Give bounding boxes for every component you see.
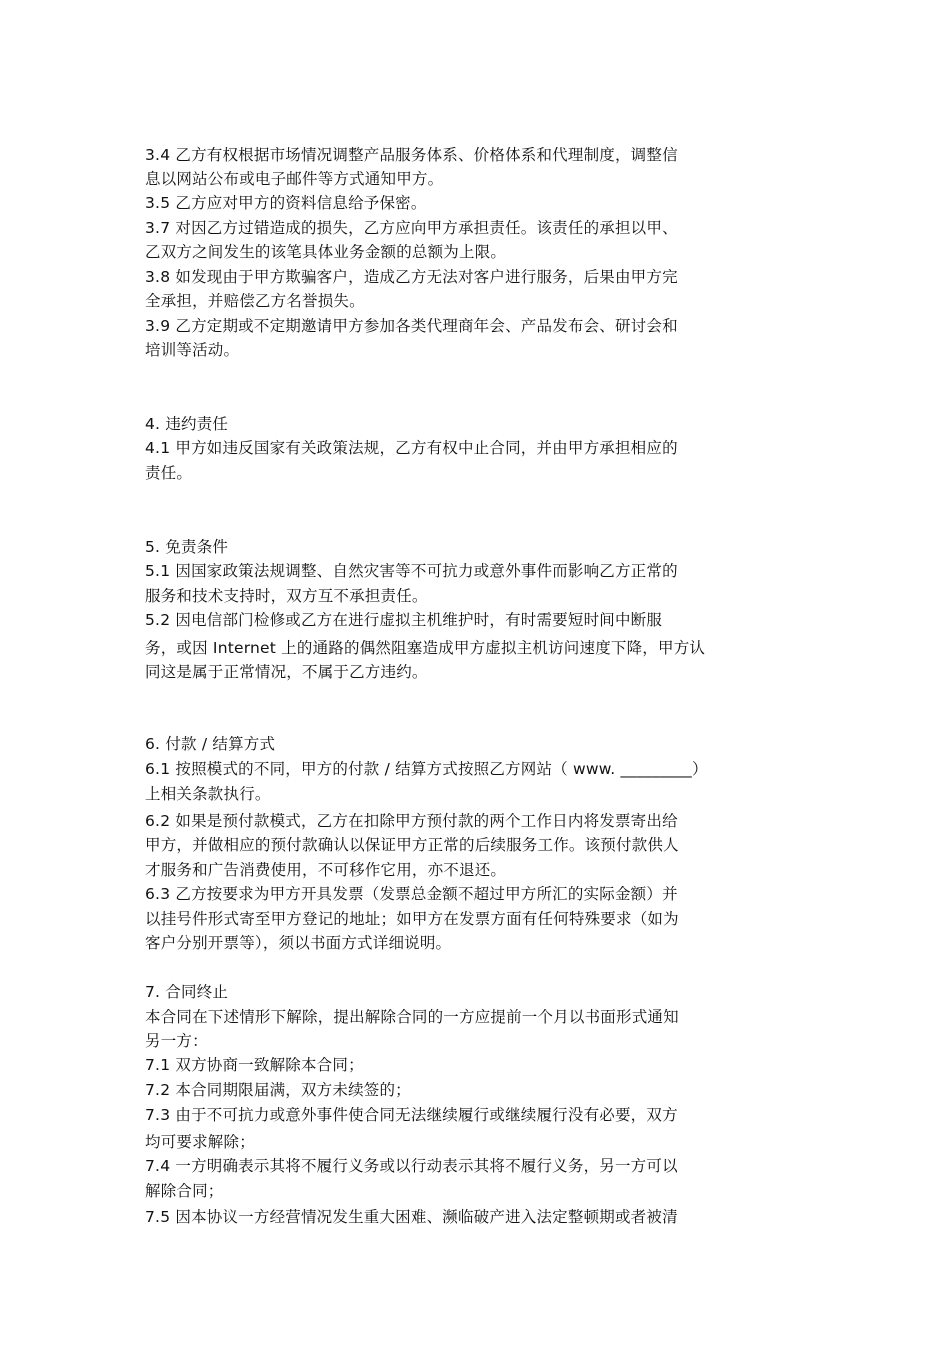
text-line: 责任。	[145, 464, 193, 482]
section-heading: 6. 付款 / 结算方式	[145, 735, 276, 753]
text-line: 同这是属于正常情况，不属于乙方违约。	[145, 663, 428, 681]
text-line: 4.1 甲方如违反国家有关政策法规，乙方有权中止合同，并由甲方承担相应的	[145, 439, 678, 457]
text-line: 3.8 如发现由于甲方欺骗客户，造成乙方无法对客户进行服务，后果由甲方完	[145, 268, 678, 286]
text-line: 5.2 因电信部门检修或乙方在进行虚拟主机维护时，有时需要短时间中断服	[145, 611, 663, 629]
text-line: 培训等活动。	[145, 341, 240, 359]
text-line: 7.4 一方明确表示其将不履行义务或以行动表示其将不履行义务，另一方可以	[145, 1157, 678, 1175]
text-line: 另一方：	[145, 1032, 208, 1050]
text-line: 3.9 乙方定期或不定期邀请甲方参加各类代理商年会、产品发布会、研讨会和	[145, 317, 678, 335]
text-line: 上相关条款执行。	[145, 785, 271, 803]
text-line: 7.3 由于不可抗力或意外事件使合同无法继续履行或继续履行没有必要，双方	[145, 1106, 678, 1124]
text-line: 乙双方之间发生的该笔具体业务金额的总额为上限。	[145, 243, 507, 261]
text-line: 全承担，并赔偿乙方名誉损失。	[145, 292, 365, 310]
text-line: 甲方，并做相应的预付款确认以保证甲方正常的后续服务工作。该预付款供人	[145, 836, 679, 854]
text-line: 服务和技术支持时，双方互不承担责任。	[145, 587, 428, 605]
text-line: 7.1 双方协商一致解除本合同；	[145, 1056, 364, 1074]
text-line: 7.2 本合同期限届满，双方未续签的；	[145, 1081, 411, 1099]
text-line: 3.7 对因乙方过错造成的损失，乙方应向甲方承担责任。该责任的承担以甲、	[145, 219, 678, 237]
text-line: 客户分别开票等），须以书面方式详细说明。	[145, 934, 452, 952]
text-line: 才服务和广告消费使用，不可移作它用，亦不退还。	[145, 861, 507, 879]
section-heading: 5. 免责条件	[145, 538, 229, 556]
text-line: 本合同在下述情形下解除，提出解除合同的一方应提前一个月以书面形式通知	[145, 1008, 679, 1026]
text-line: 6.2 如果是预付款模式，乙方在扣除甲方预付款的两个工作日内将发票寄出给	[145, 812, 678, 830]
text-line: 均可要求解除；	[145, 1133, 255, 1151]
text-line: 解除合同；	[145, 1182, 224, 1200]
text-line: 以挂号件形式寄至甲方登记的地址；如甲方在发票方面有任何特殊要求（如为	[145, 910, 679, 928]
text-line: 务，或因 Internet 上的通路的偶然阻塞造成甲方虚拟主机访问速度下降，甲方认	[145, 639, 706, 657]
text-line: 6.3 乙方按要求为甲方开具发票（发票总金额不超过甲方所汇的实际金额）并	[145, 885, 678, 903]
text-line: 息以网站公布或电子邮件等方式通知甲方。	[145, 170, 444, 188]
text-line: 6.1 按照模式的不同，甲方的付款 / 结算方式按照乙方网站（ www. _________）	[145, 760, 708, 778]
text-line: 7.5 因本协议一方经营情况发生重大困难、濒临破产进入法定整顿期或者被清	[145, 1208, 678, 1226]
section-heading: 7. 合同终止	[145, 983, 229, 1001]
section-heading: 4. 违约责任	[145, 415, 229, 433]
text-line: 3.4 乙方有权根据市场情况调整产品服务体系、价格体系和代理制度，调整信	[145, 146, 678, 164]
text-line: 5.1 因国家政策法规调整、自然灾害等不可抗力或意外事件而影响乙方正常的	[145, 562, 678, 580]
text-line: 3.5 乙方应对甲方的资料信息给予保密。	[145, 194, 427, 212]
